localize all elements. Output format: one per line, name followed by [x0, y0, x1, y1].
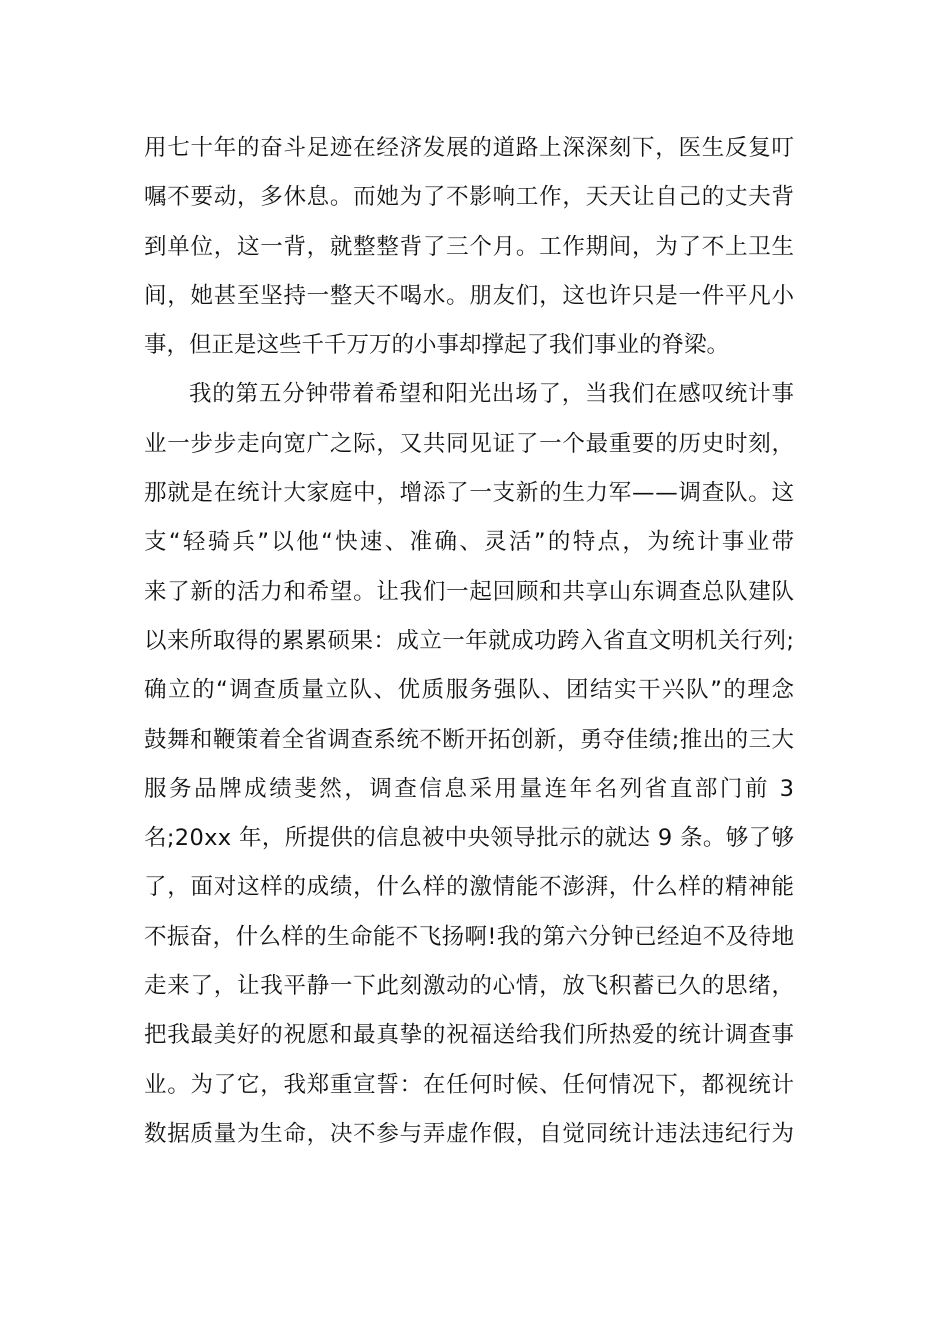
text-line: 服务品牌成绩斐然，调查信息采用量连年名列省直部门前 3 — [144, 775, 797, 802]
text-line: 到单位，这一背，就整整背了三个月。工作期间，为了不上卫生 — [144, 233, 795, 260]
paragraph-first-line: 我的第五分钟带着希望和阳光出场了，当我们在感叹统计事 — [189, 381, 795, 408]
body-text — [144, 124, 797, 1159]
text-line: 把我最美好的祝愿和最真挚的祝福送给我们所热爱的统计调查事 — [144, 1022, 795, 1049]
text-line: 以来所取得的累累硕果：成立一年就成功跨入省直文明机关行列; — [144, 627, 795, 654]
text-line: 那就是在统计大家庭中，增添了一支新的生力军——调查队。这 — [144, 480, 795, 507]
text-line: 嘱不要动，多休息。而她为了不影响工作，天天让自己的丈夫背 — [144, 184, 795, 211]
text-line: 确立的“调查质量立队、优质服务强队、团结实干兴队”的理念 — [144, 677, 796, 704]
text-line: 走来了，让我平静一下此刻激动的心情，放飞积蓄已久的思绪， — [144, 973, 795, 1000]
text-line: 名;20xx 年，所提供的信息被中央领导批示的就达 9 条。够了够 — [144, 825, 795, 852]
text-line: 间，她甚至坚持一整天不喝水。朋友们，这也许只是一件平凡小 — [144, 282, 795, 309]
text-line: 业一步步走向宽广之际，又共同见证了一个最重要的历史时刻， — [144, 430, 795, 457]
text-line: 了，面对这样的成绩，什么样的激情能不澎湃，什么样的精神能 — [144, 874, 795, 901]
text-line: 事，但正是这些千千万万的小事却撑起了我们事业的脊梁。 — [144, 332, 730, 359]
text-line: 支“轻骑兵”以他“快速、准确、灵活”的特点，为统计事业带 — [144, 529, 797, 556]
text-line: 业。为了它，我郑重宣誓：在任何时候、任何情况下，都视统计 — [144, 1071, 795, 1098]
text-line: 来了新的活力和希望。让我们一起回顾和共享山东调查总队建队 — [144, 578, 795, 605]
text-line: 鼓舞和鞭策着全省调查系统不断开拓创新，勇夺佳绩;推出的三大 — [144, 726, 795, 753]
text-line: 用七十年的奋斗足迹在经济发展的道路上深深刻下，医生反复叮 — [144, 135, 795, 161]
text-line: 数据质量为生命，决不参与弄虚作假，自觉同统计违法违纪行为 — [144, 1120, 795, 1147]
text-line: 不振奋，什么样的生命能不飞扬啊!我的第六分钟已经迫不及待地 — [144, 923, 795, 950]
